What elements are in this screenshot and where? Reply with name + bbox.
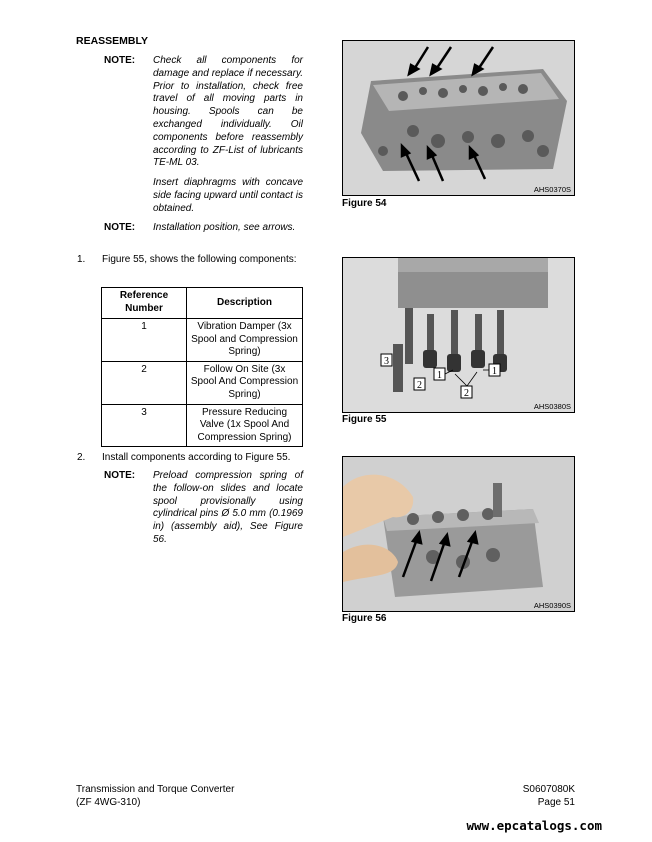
step-number: 2. — [77, 452, 86, 463]
footer-title: Transmission and Torque Converter — [76, 784, 235, 795]
note-text: Check all components for damage and replace if necessary. Prior to installation, check free travel of all moving parts in housing. Spools can be exchanged individually. Oil components before reassembly according to ZF-List of lubricants TE-ML 03. — [153, 55, 303, 169]
fig55-callout: 1 — [437, 370, 442, 381]
table-cell-ref: 2 — [102, 361, 187, 404]
table-row — [102, 361, 303, 404]
step-text: Figure 55, shows the following components: — [102, 254, 297, 265]
figure-caption: Figure 56 — [342, 613, 387, 624]
fig55-callout: 1 — [492, 366, 497, 377]
figure-56-photo — [342, 456, 575, 612]
table-header-cell: Description — [187, 288, 303, 319]
figure-54-photo — [342, 40, 575, 196]
table-header-row — [102, 288, 303, 319]
table-cell-ref: 1 — [102, 319, 187, 362]
footer-model: (ZF 4WG-310) — [76, 797, 141, 808]
table-row — [102, 319, 303, 362]
footer-page-number: Page 51 — [537, 797, 575, 808]
note-text: Preload compression spring of the follow-on slides and locate spool provisionally using cylindrical pins Ø 5.0 mm (0.1969 in) (assembly aid), See Figure 56. — [153, 470, 303, 545]
section-heading: REASSEMBLY — [76, 35, 148, 47]
figure-code: AHS0380S — [533, 402, 571, 411]
note-label: NOTE: — [104, 470, 136, 481]
table-header-cell: Reference Number — [102, 288, 187, 319]
reference-table — [101, 287, 303, 447]
table-cell-desc: Vibration Damper (3x Spool and Compression Spring) — [187, 319, 303, 362]
table-cell-ref: 3 — [102, 404, 187, 447]
valve-components-image — [343, 258, 574, 412]
note-label: NOTE: — [104, 222, 136, 233]
watermark-url[interactable]: www.epcatalogs.com — [466, 818, 602, 833]
note-text: Installation position, see arrows. — [153, 222, 296, 233]
note-label: NOTE: — [104, 55, 136, 66]
figure-55-photo — [342, 257, 575, 413]
step-text: Install components according to Figure 55. — [102, 452, 291, 463]
footer-doc-number: S0607080K — [522, 784, 575, 795]
step-number: 1. — [77, 254, 86, 265]
assembly-photo-image — [343, 457, 574, 611]
footer-left — [76, 783, 234, 809]
figure-code: AHS0390S — [533, 601, 571, 610]
table-cell-desc: Pressure Reducing Valve (1x Spool And Compression Spring) — [187, 404, 303, 447]
footer-right — [523, 783, 575, 809]
note-text: Insert diaphragms with concave side facing upward until contact is obtained. — [153, 177, 303, 214]
table-row — [102, 404, 303, 447]
table-cell-desc: Follow On Site (3x Spool And Compression Spring) — [187, 361, 303, 404]
figure-caption: Figure 54 — [342, 198, 387, 209]
fig55-callout: 2 — [464, 388, 469, 399]
valve-block-image — [343, 41, 574, 195]
fig55-callout: 2 — [417, 380, 422, 391]
fig55-callout: 3 — [384, 356, 389, 367]
figure-code: AHS0370S — [533, 185, 571, 194]
figure-caption: Figure 55 — [342, 414, 387, 425]
